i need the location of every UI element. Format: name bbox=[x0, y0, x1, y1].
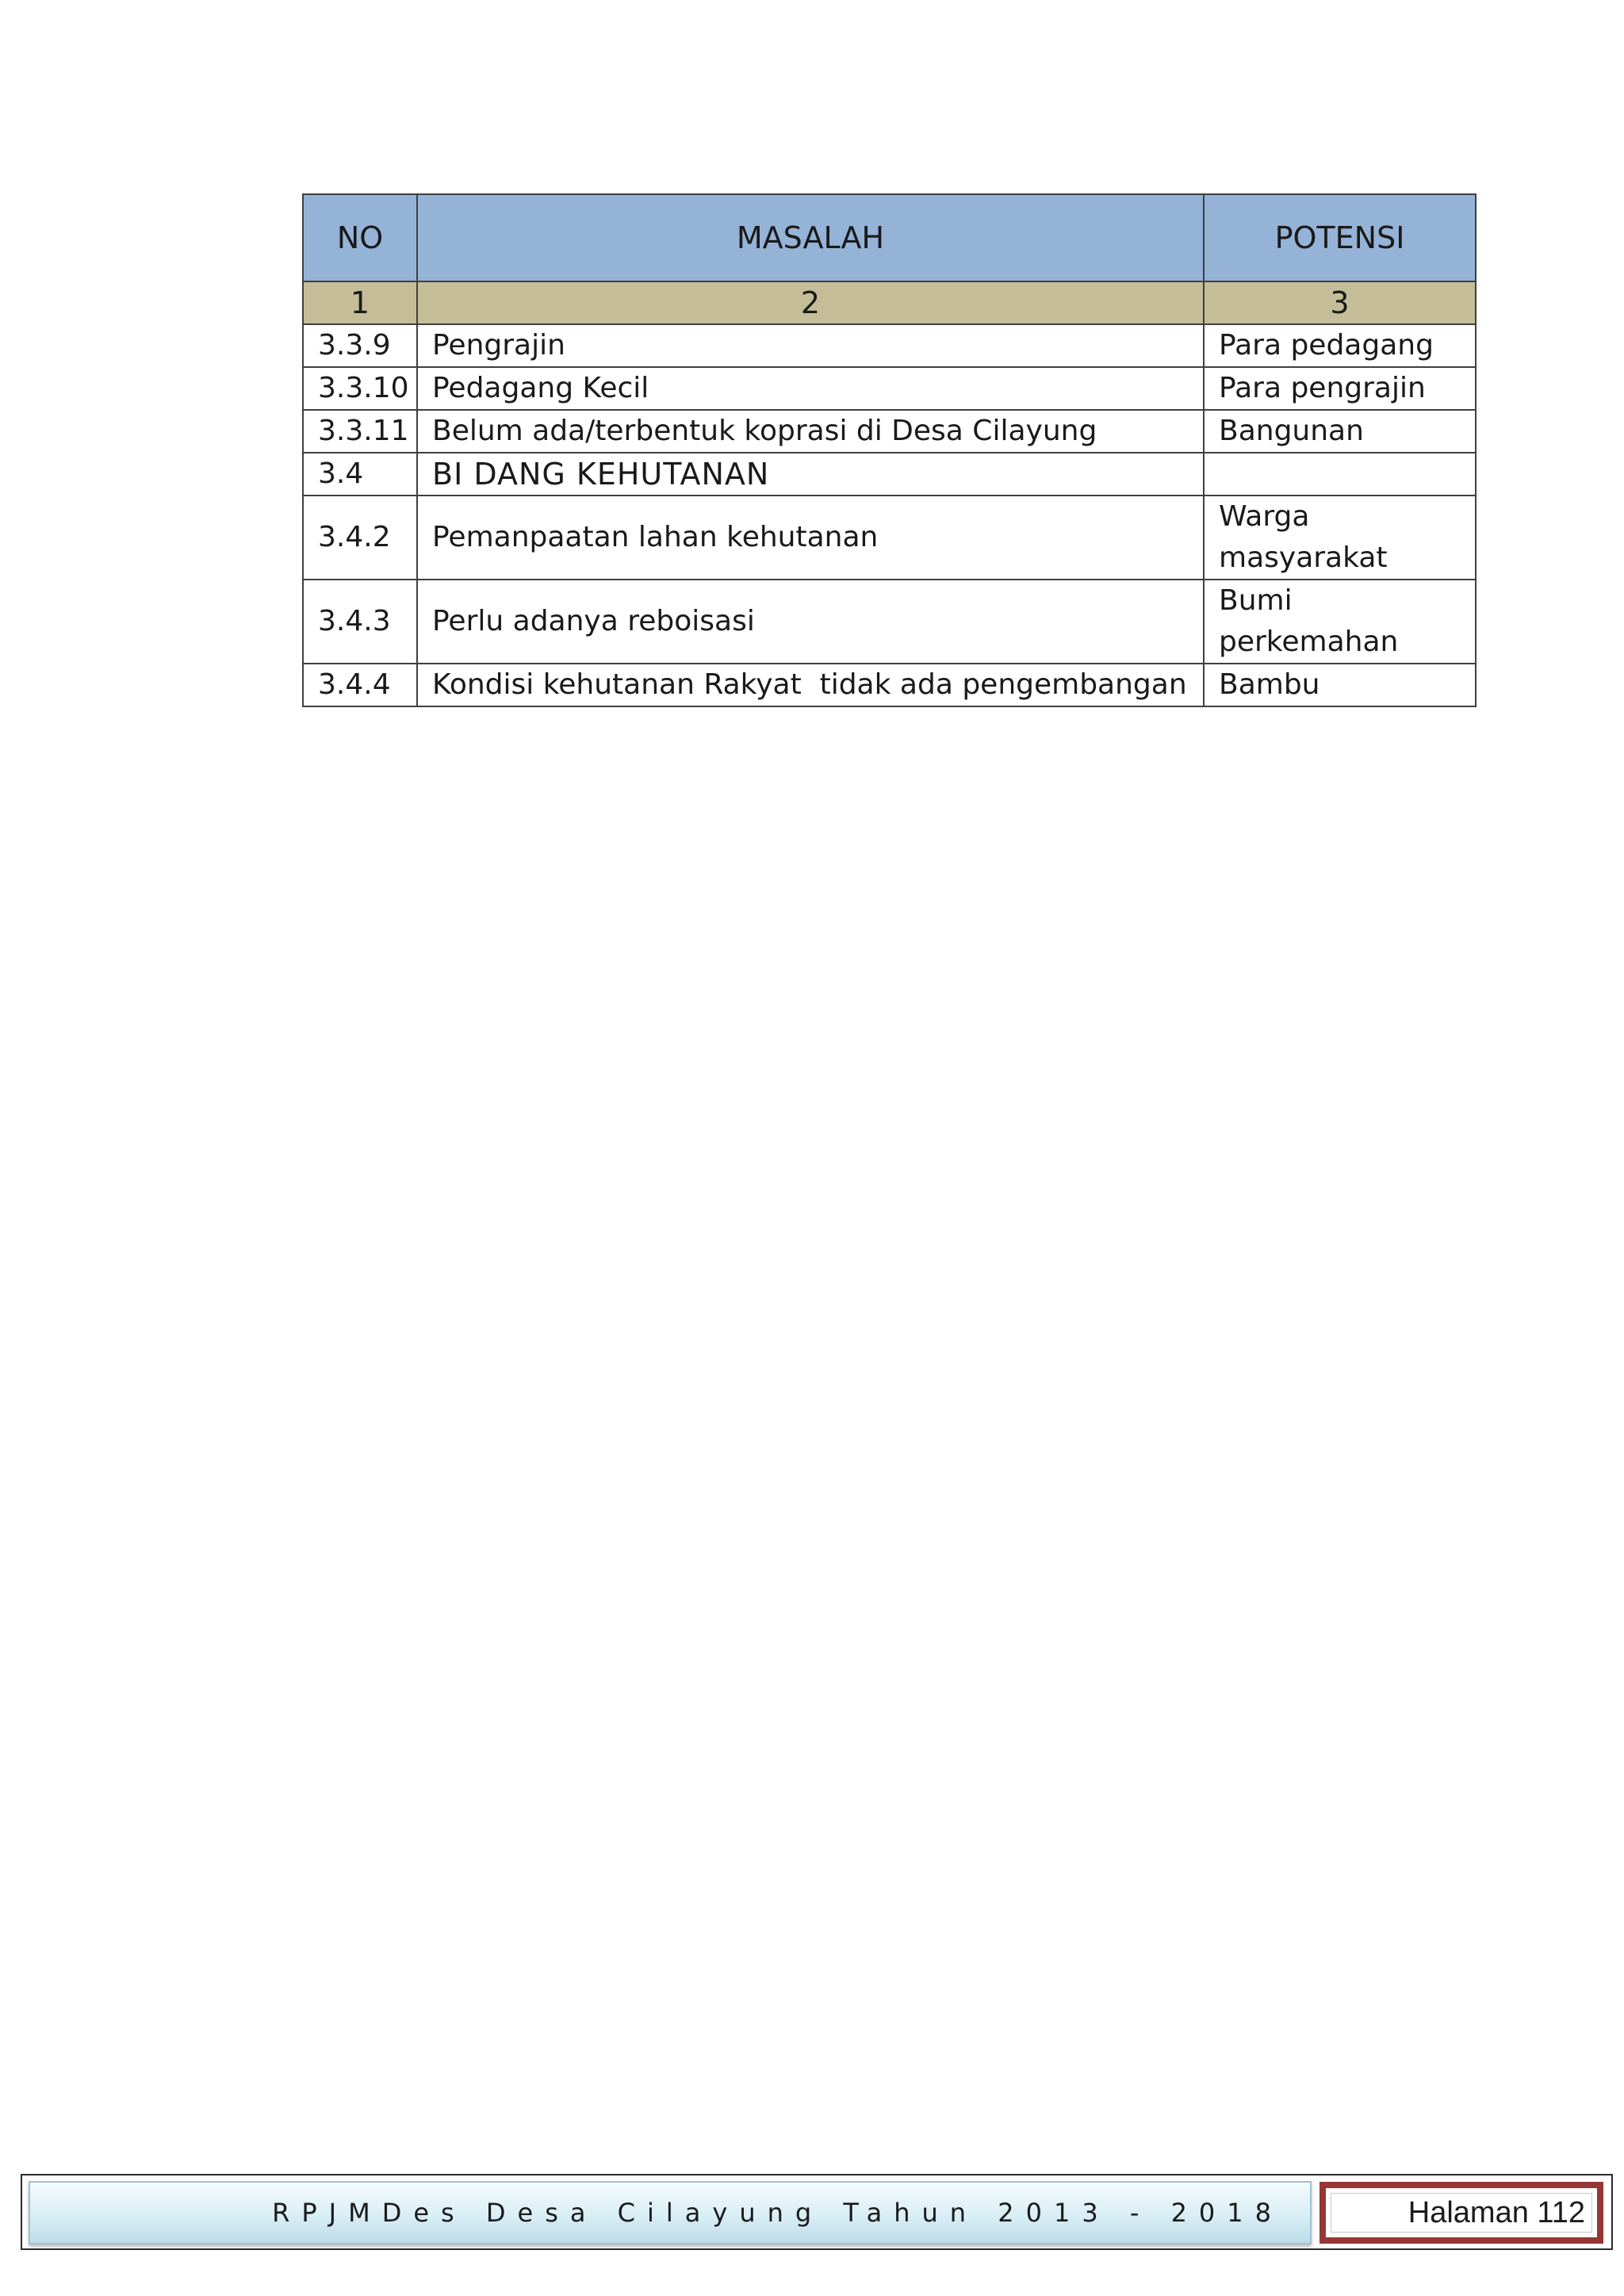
table-row bbox=[303, 367, 1476, 410]
cell-masalah: Pengrajin bbox=[417, 324, 1204, 367]
table-row-section-heading bbox=[303, 453, 1476, 496]
cell-no: 3.4 bbox=[303, 453, 417, 496]
page-number-box bbox=[1320, 2182, 1603, 2244]
cell-potensi: Para pedagang bbox=[1204, 324, 1476, 367]
table-row bbox=[303, 664, 1476, 706]
header-masalah: MASALAH bbox=[417, 194, 1204, 281]
potensi-line: perkemahan bbox=[1219, 626, 1399, 658]
section-heading-kehutanan: BI DANG KEHUTANAN bbox=[417, 453, 1204, 496]
cell-masalah: Belum ada/terbentuk koprasi di Desa Cilayung bbox=[417, 410, 1204, 453]
footer-document-title: RPJMDes Desa Cilayung Tahun 2013 - 2018 bbox=[272, 2198, 1283, 2228]
potensi-line: masyarakat bbox=[1219, 541, 1388, 574]
footer-band bbox=[29, 2181, 1312, 2244]
potensi-line: Warga bbox=[1219, 500, 1310, 533]
header-no: NO bbox=[303, 194, 417, 281]
cell-potensi bbox=[1204, 580, 1476, 664]
cell-no: 3.4.3 bbox=[303, 580, 417, 664]
column-number-row bbox=[303, 281, 1476, 324]
cell-no: 3.4.4 bbox=[303, 664, 417, 706]
cell-no: 3.3.11 bbox=[303, 410, 417, 453]
cell-potensi bbox=[1204, 496, 1476, 580]
header-potensi: POTENSI bbox=[1204, 194, 1476, 281]
cell-masalah: Perlu adanya reboisasi bbox=[417, 580, 1204, 664]
table-header-row bbox=[303, 194, 1476, 281]
page-number-label: Halaman 112 bbox=[1331, 2193, 1592, 2233]
cell-potensi-empty bbox=[1204, 453, 1476, 496]
table-row bbox=[303, 496, 1476, 580]
cell-masalah: Kondisi kehutanan Rakyat tidak ada pengembangan bbox=[417, 664, 1204, 706]
table-row bbox=[303, 580, 1476, 664]
problems-potentials-table bbox=[302, 193, 1477, 707]
cell-potensi: Para pengrajin bbox=[1204, 367, 1476, 410]
cell-no: 3.3.10 bbox=[303, 367, 417, 410]
cell-potensi: Bambu bbox=[1204, 664, 1476, 706]
column-number-1: 1 bbox=[303, 281, 417, 324]
cell-no: 3.4.2 bbox=[303, 496, 417, 580]
potensi-line: Bumi bbox=[1219, 584, 1293, 617]
cell-masalah: Pemanpaatan lahan kehutanan bbox=[417, 496, 1204, 580]
table-row bbox=[303, 324, 1476, 367]
column-number-3: 3 bbox=[1204, 281, 1476, 324]
table-row bbox=[303, 410, 1476, 453]
cell-potensi: Bangunan bbox=[1204, 410, 1476, 453]
column-number-2: 2 bbox=[417, 281, 1204, 324]
cell-masalah: Pedagang Kecil bbox=[417, 367, 1204, 410]
cell-no: 3.3.9 bbox=[303, 324, 417, 367]
